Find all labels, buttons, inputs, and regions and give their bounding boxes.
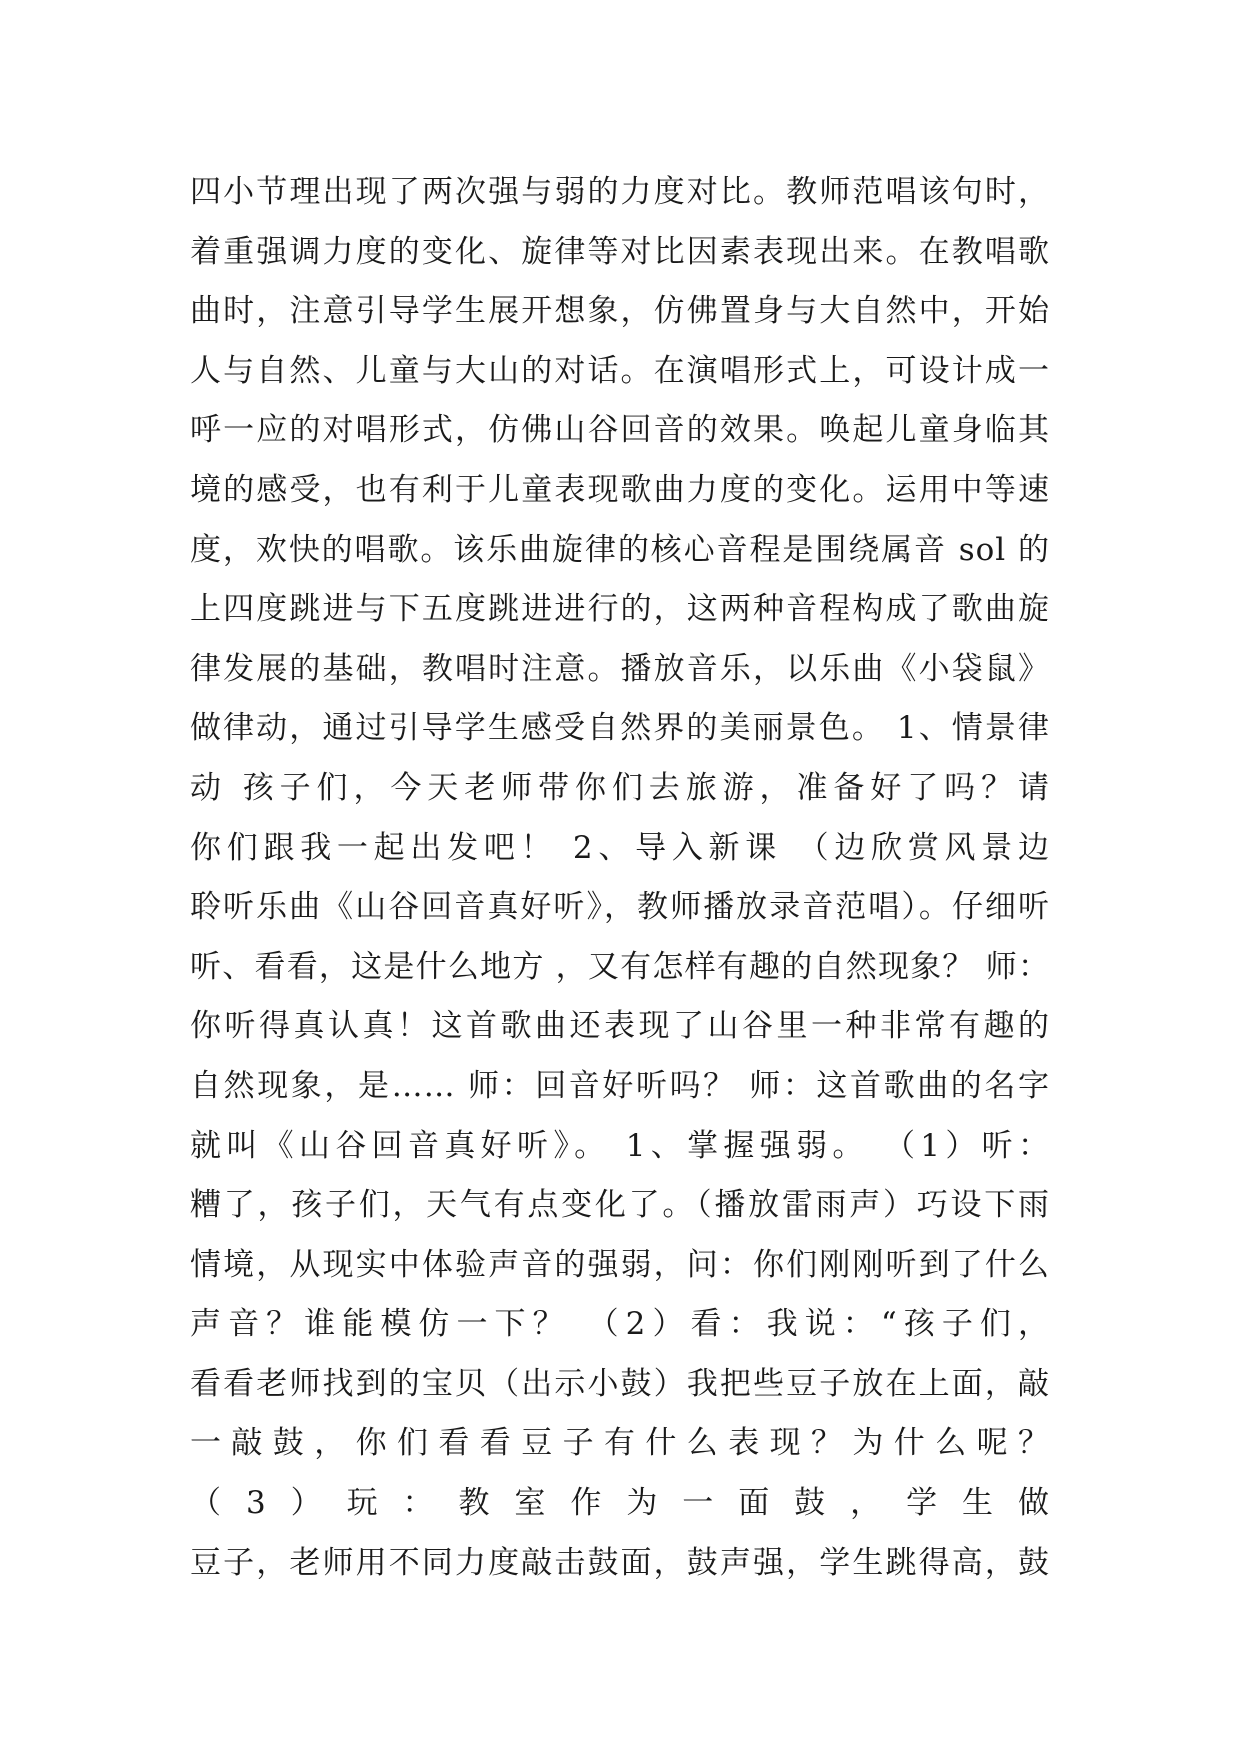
text-line: 糟了，孩子们，天气有点变化了。（播放雷雨声）巧设下雨 — [190, 1187, 1050, 1224]
text-line: 律发展的基础，教唱时注意。播放音乐，以乐曲《小袋鼠》 — [190, 650, 1050, 687]
text-line: 听、看看，这是什么地方 ，又有怎样有趣的自然现象？ 师： — [190, 948, 1050, 985]
text-line: 豆子，老师用不同力度敲击鼓面，鼓声强，学生跳得高，鼓 — [190, 1544, 1050, 1581]
text-line: 聆听乐曲《山谷回音真好听》，教师播放录音范唱）。仔细听 — [190, 889, 1050, 926]
text-line: 着重强调力度的变化、旋律等对比因素表现出来。在教唱歌 — [190, 233, 1050, 270]
text-line: 情境，从现实中体验声音的强弱，问：你们刚刚听到了什么 — [190, 1246, 1050, 1283]
text-line: 自然现象，是…… 师：回音好听吗？ 师：这首歌曲的名字 — [190, 1067, 1050, 1104]
text-line: 你听得真认真！这首歌曲还表现了山谷里一种非常有趣的 — [190, 1008, 1050, 1045]
text-line: 人与自然、儿童与大山的对话。在演唱形式上，可设计成一 — [190, 352, 1050, 389]
text-line: 动 孩子们，今天老师带你们去旅游，准备好了吗？请 — [190, 769, 1050, 806]
text-line: 就叫《山谷回音真好听》。 1、掌握强弱。 （1）听： — [190, 1127, 1050, 1164]
text-line: 声音？谁能模仿一下？ （2）看：我说：“孩子们， — [190, 1306, 1050, 1343]
text-line: 一敲鼓，你们看看豆子有什么表现？为什么呢？ — [190, 1425, 1050, 1462]
text-line: （3）玩：教室作为一面鼓，学生做 — [190, 1485, 1050, 1522]
text-line: 你们跟我一起出发吧！ 2、导入新课 （边欣赏风景边 — [190, 829, 1050, 866]
text-line: 呼一应的对唱形式，仿佛山谷回音的效果。唤起儿童身临其 — [190, 412, 1050, 449]
text-line: 曲时，注意引导学生展开想象，仿佛置身与大自然中，开始 — [190, 293, 1050, 330]
body-text — [190, 163, 1050, 1593]
text-line: 度，欢快的唱歌。该乐曲旋律的核心音程是围绕属音 sol 的 — [190, 531, 1050, 568]
text-line: 做律动，通过引导学生感受自然界的美丽景色。 1、情景律 — [190, 710, 1050, 747]
text-line: 看看老师找到的宝贝（出示小鼓）我把些豆子放在上面，敲 — [190, 1365, 1050, 1402]
text-line: 上四度跳进与下五度跳进进行的，这两种音程构成了歌曲旋 — [190, 591, 1050, 628]
text-line: 境的感受，也有利于儿童表现歌曲力度的变化。运用中等速 — [190, 471, 1050, 508]
text-line: 四小节理出现了两次强与弱的力度对比。教师范唱该句时， — [190, 174, 1050, 210]
